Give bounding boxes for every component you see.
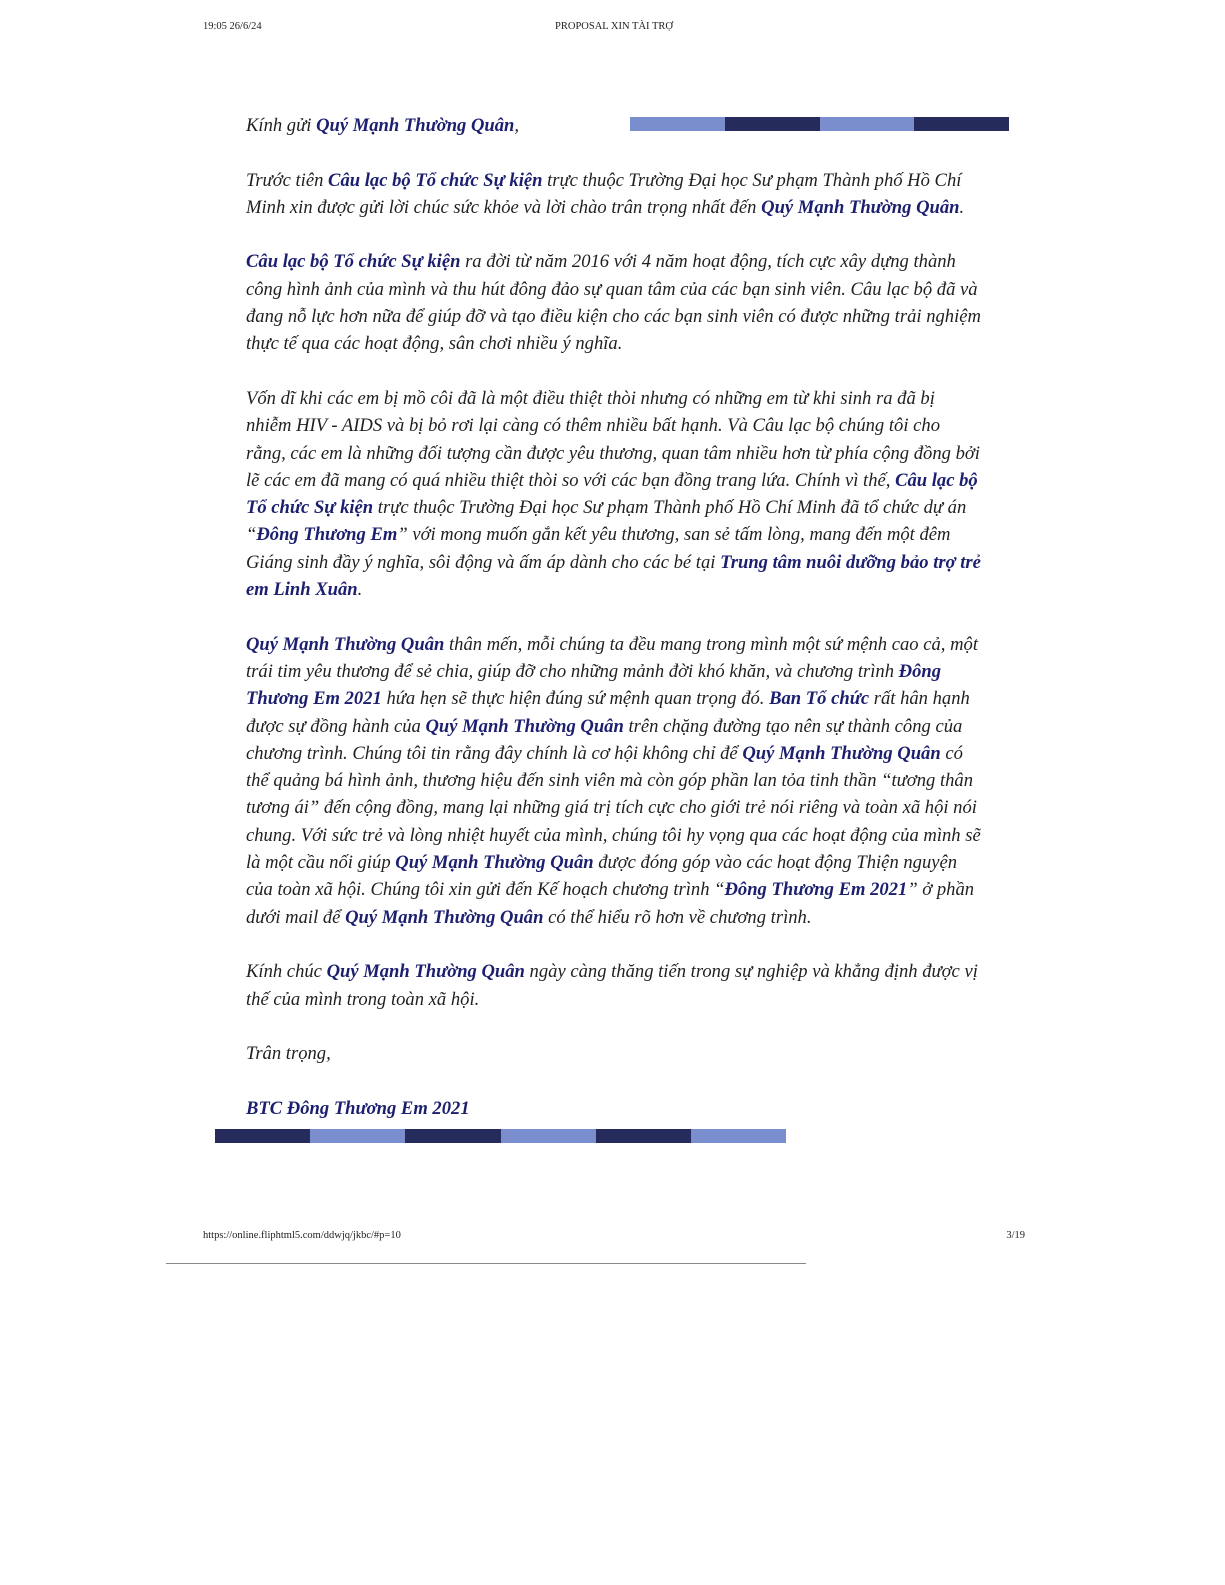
paragraph-club: Câu lạc bộ Tổ chức Sự kiện ra đời từ năm 2016 với 4 năm hoạt động, tích cực xây dựng thành công hình ảnh của mình và thu hút đông đảo sự quan tâm của các bạn sinh viên. Câu lạc bộ đã và đang nỗ lực hơn nữa để giúp đỡ và tạo điều kiện cho các bạn sinh viên có được những trải nghiệm thực tế qua các hoạt động, sân chơi nhiều ý nghĩa. bbox=[246, 251, 981, 355]
print-footer bbox=[203, 1230, 1025, 1241]
page-url[interactable]: https://online.fliphtml5.com/ddwjq/jkbc/#p=10 bbox=[203, 1230, 401, 1241]
bar-segment bbox=[501, 1129, 596, 1143]
print-datetime: 19:05 26/6/24 bbox=[203, 21, 262, 32]
closing: Trân trọng, bbox=[246, 1043, 331, 1065]
greeting: Kính gửi Quý Mạnh Thường Quân, bbox=[246, 115, 520, 136]
decorative-bar-bottom bbox=[215, 1129, 786, 1143]
bar-segment bbox=[310, 1129, 405, 1143]
paragraph-wishes: Kính chúc Quý Mạnh Thường Quân ngày càng thăng tiến trong sự nghiệp và khẳng định được vị thế của mình trong toàn xã hội. bbox=[246, 961, 978, 1010]
bar-segment bbox=[215, 1129, 310, 1143]
page-number: 3/19 bbox=[1006, 1230, 1025, 1241]
bar-segment bbox=[405, 1129, 500, 1143]
paragraph-intro: Trước tiên Câu lạc bộ Tổ chức Sự kiện trực thuộc Trường Đại học Sư phạm Thành phố Hồ Chí Minh xin được gửi lời chúc sức khỏe và lời chào trân trọng nhất đến Quý Mạnh Thường Quân. bbox=[246, 169, 965, 218]
page-divider bbox=[166, 1263, 806, 1264]
print-title: PROPOSAL XIN TÀI TRỢ bbox=[555, 21, 673, 32]
signature: BTC Đông Thương Em 2021 bbox=[246, 1097, 470, 1119]
paragraph-sponsor: Quý Mạnh Thường Quân thân mến, mỗi chúng ta đều mang trong mình một sứ mệnh cao cả, một trái tim yêu thương để sẻ chia, giúp đỡ cho những mảnh đời khó khăn, và chương trình Đông Thương Em 2021 hứa hẹn sẽ thực hiện đúng sứ mệnh quan trọng đó. Ban Tổ chức rất hân hạnh được sự đồng hành của Quý Mạnh Thường Quân trên chặng đường tạo nên sự thành công của chương trình. Chúng tôi tin rằng đây chính là cơ hội không chỉ để Quý Mạnh Thường Quân có thể quảng bá hình ảnh, thương hiệu đến sinh viên mà còn góp phần lan tỏa tinh thần “tương thân tương ái” đến cộng đồng, mang lại những giá trị tích cực cho giới trẻ nói riêng và toàn xã hội nói chung. Với sức trẻ và lòng nhiệt huyết của mình, chúng tôi hy vọng qua các hoạt động của mình sẽ là một cầu nối giúp Quý Mạnh Thường Quân được đóng góp vào các hoạt động Thiện nguyện của toàn xã hội. Chúng tôi xin gửi đến Kế hoạch chương trình “Đông Thương Em 2021” ở phần dưới mail để Quý Mạnh Thường Quân có thể hiểu rõ hơn về chương trình. bbox=[246, 633, 981, 928]
letter-body bbox=[246, 112, 981, 1149]
paragraph-project: Vốn dĩ khi các em bị mồ côi đã là một điều thiệt thòi nhưng có những em từ khi sinh ra đã bị nhiễm HIV - AIDS và bị bỏ rơi lại càng có thêm nhiều bất hạnh. Và Câu lạc bộ chúng tôi cho rằng, các em là những đối tượng cần được yêu thương, quan tâm nhiều hơn từ phía cộng đồng bởi lẽ các em đã mang có quá nhiều thiệt thòi so với các bạn đồng trang lứa. Chính vì thế, Câu lạc bộ Tổ chức Sự kiện trực thuộc Trường Đại học Sư phạm Thành phố Hồ Chí Minh đã tổ chức dự án “Đông Thương Em” với mong muốn gắn kết yêu thương, san sẻ tấm lòng, mang đến một đêm Giáng sinh đầy ý nghĩa, sôi động và ấm áp dành cho các bé tại Trung tâm nuôi dưỡng bảo trợ trẻ em Linh Xuân. bbox=[246, 387, 981, 601]
bar-segment bbox=[691, 1129, 786, 1143]
bar-segment bbox=[596, 1129, 691, 1143]
